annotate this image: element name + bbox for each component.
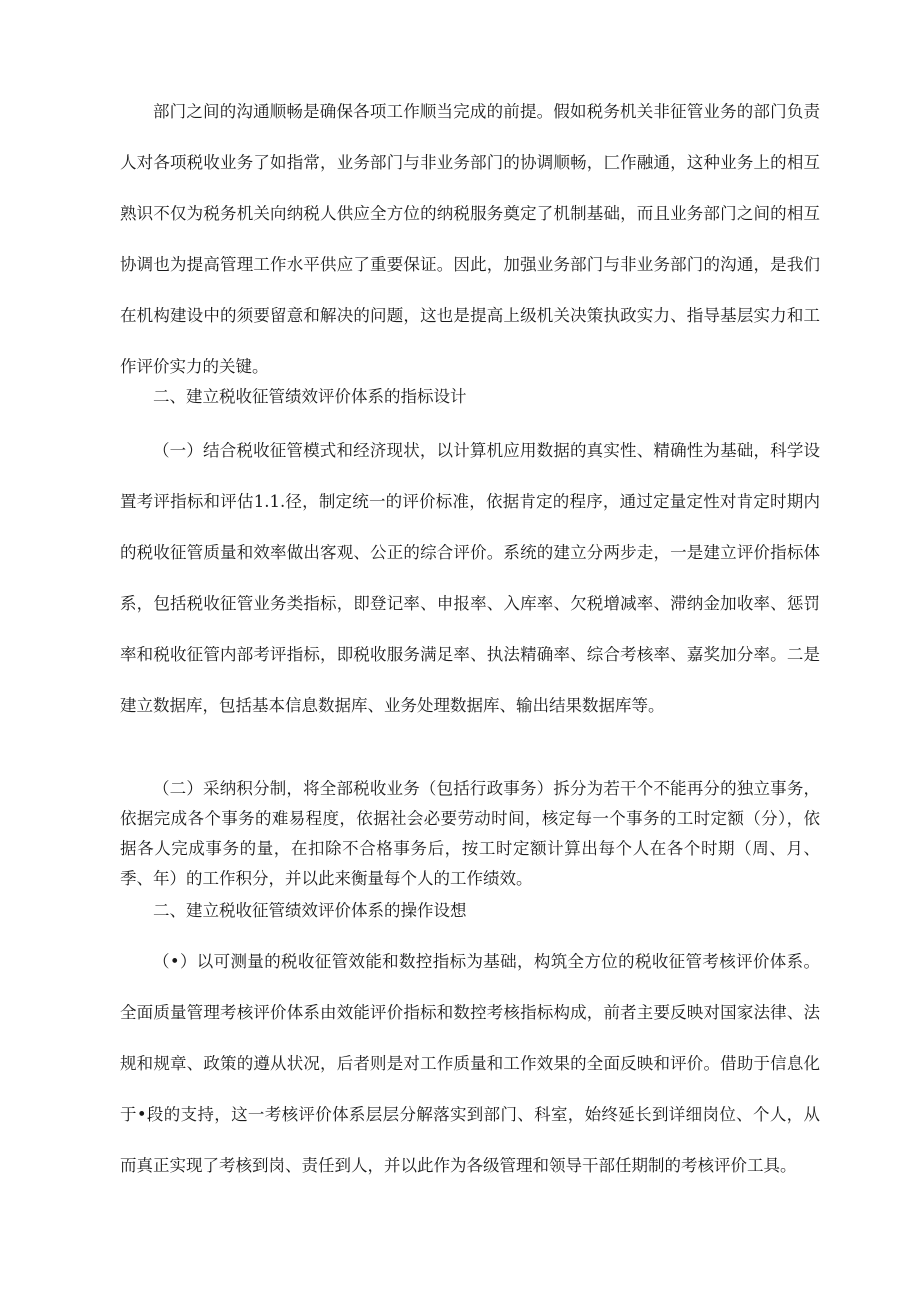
- section-heading-operation-plan: 二、建立税收征管绩效评价体系的操作设想: [153, 901, 467, 920]
- paragraph-points-system: （二）采纳积分制，将全部税收业务（包括行政事务）拆分为若干个不能再分的独立事务，依据完成各个事务的难易程度，依据社会必要劳动时间，核定每一个事务的工时定额（分），依据各人完成事务的量，在扣除不合格事务后，按工时定额计算出每个人在各个时期（周、月、季、年）的工作积分，并以此来衡量每个人的工作绩效。: [120, 779, 820, 888]
- section-heading-indicator-design: 二、建立税收征管绩效评价体系的指标设计: [153, 387, 467, 406]
- paragraph-communication: 部门之间的沟通顺畅是确保各项工作顺当完成的前提。假如税务机关非征管业务的部门负责人对各项税收业务了如指常，业务部门与非业务部门的协调顺畅，匚作融通，这种业务上的相互熟识不仅为税务机关向纳税人供应全方位的纳税服务奠定了机制基础，而且业务部门之间的相互协调也为提高管理工作水平供应了重要保证。因此，加强业务部门与非业务部门的沟通，是我们在机构建设中的须要留意和解决的问题，这也是提高上级机关决策执政实力、指导基层实力和工作评价实力的关键。: [120, 102, 820, 376]
- paragraph-evaluation-indicators: （一）结合税收征管模式和经济现状，以计算机应用数据的真实性、精确性为基础，科学设置考评指标和评估1.1.径，制定统一的评价标准，依据肯定的程序，通过定量定性对肯定时期内的税收征管质量和效率做出客观、公正的综合评价。系统的建立分两步走，一是建立评价指标体系，包括税收征管业务类指标，即登记率、申报率、入库率、欠税增减率、滞纳金加收率、惩罚率和税收征管内部考评指标，即税收服务满足率、执法精确率、综合考核率、嘉奖加分率。二是建立数据库，包括基本信息数据库、业务处理数据库、输出结果数据库等。: [120, 441, 820, 715]
- paragraph-assessment-system: （•）以可测量的税收征管效能和数控指标为基础，构筑全方位的税收征管考核评价体系。全面质量管理考核评价体系由效能评价指标和数控考核指标构成，前者主要反映对国家法律、法规和规章、政策的遵从状况，后者则是对工作质量和工作效果的全面反映和评价。借助于信息化于•段的支持，这一考核评价体系层层分解落实到部门、科室，始终延长到详细岗位、个人，从而真正实现了考核到岗、责任到人，并以此作为各级管理和领导干部任期制的考核评价工具。: [120, 952, 820, 1175]
